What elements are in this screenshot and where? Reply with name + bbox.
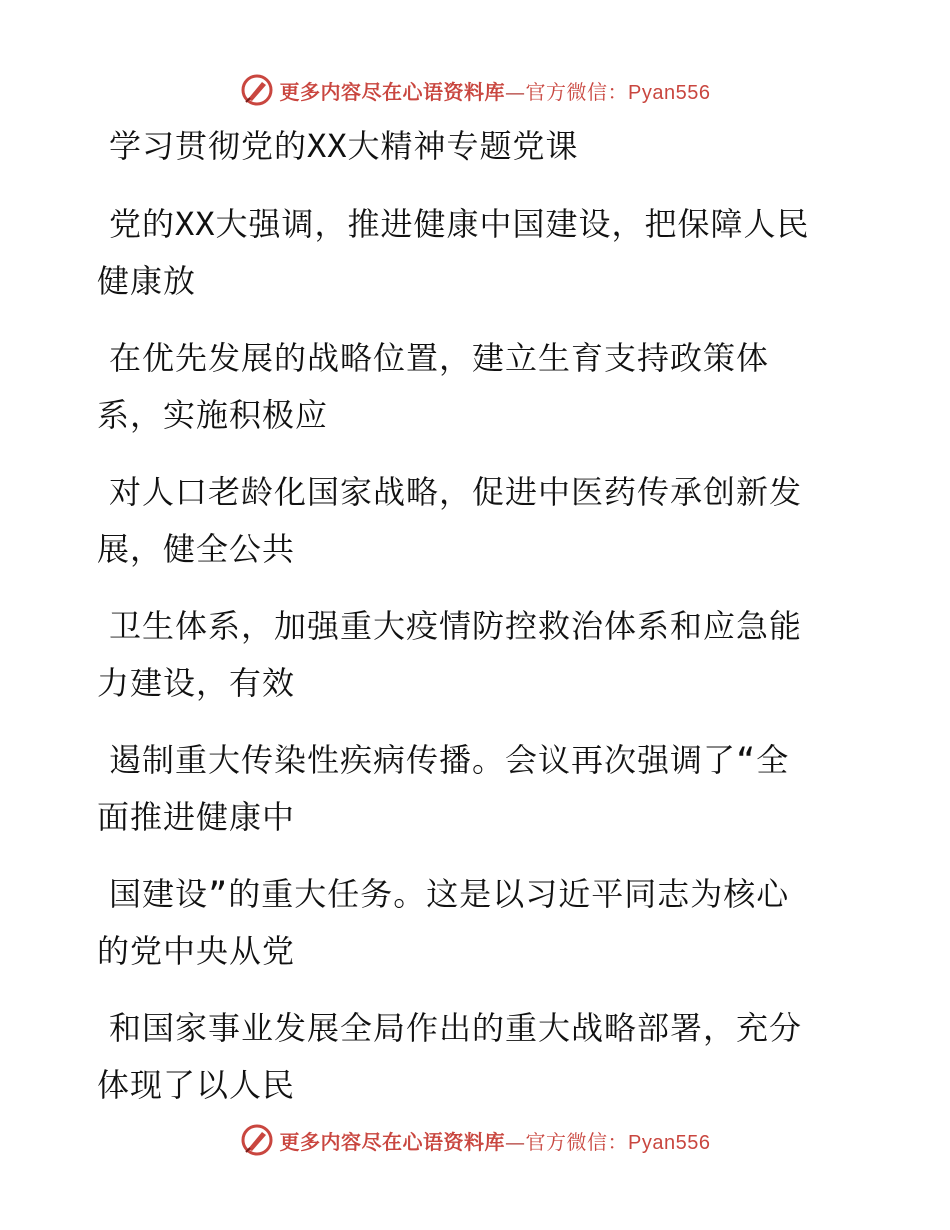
paragraph-line: 和国家事业发展全局作出的重大战略部署，充分 bbox=[109, 1009, 803, 1047]
footer-wechat-id: Pyan556 bbox=[628, 1131, 711, 1154]
document-title: 学习贯彻党的XX大精神专题党课 bbox=[109, 127, 579, 165]
paragraph-line: 卫生体系，加强重大疫情防控救治体系和应急能 bbox=[109, 607, 803, 645]
paragraph bbox=[97, 330, 857, 444]
paragraph bbox=[97, 1000, 857, 1114]
footer-main-text: 更多内容尽在心语资料库 bbox=[279, 1129, 506, 1154]
header-separator: — bbox=[505, 79, 526, 104]
document-body bbox=[97, 118, 857, 1134]
paragraph-line: 健康放 bbox=[97, 262, 197, 300]
paragraph-line: 对人口老龄化国家战略，促进中医药传承创新发 bbox=[109, 473, 803, 511]
paragraph-line: 国建设”的重大任务。这是以习近平同志为核心 bbox=[109, 875, 790, 913]
paragraph-line: 的党中央从党 bbox=[97, 932, 296, 970]
paragraph bbox=[97, 464, 857, 578]
footer-watermark-text bbox=[280, 1126, 711, 1155]
footer-separator: — bbox=[505, 1129, 526, 1154]
paragraph bbox=[97, 732, 857, 846]
footer-watermark bbox=[0, 1120, 950, 1160]
paragraph bbox=[97, 196, 857, 310]
paragraph-line: 力建设，有效 bbox=[97, 664, 296, 702]
paragraph-line: 在优先发展的战略位置，建立生育支持政策体 bbox=[109, 339, 770, 377]
paragraph-line: 面推进健康中 bbox=[97, 798, 296, 836]
paragraph bbox=[97, 598, 857, 712]
header-wechat-id: Pyan556 bbox=[628, 81, 711, 104]
paragraph-line: 系，实施积极应 bbox=[97, 396, 329, 434]
paragraph-line: 遏制重大传染性疾病传播。会议再次强调了“全 bbox=[109, 741, 790, 779]
paragraph-line: 党的XX大强调，推进健康中国建设，把保障人民 bbox=[109, 205, 810, 243]
header-watermark bbox=[0, 70, 950, 110]
footer-wechat-label: 官方微信： bbox=[525, 1129, 629, 1154]
quill-circle-logo-icon bbox=[240, 1123, 274, 1157]
paragraph bbox=[97, 866, 857, 980]
header-watermark-text bbox=[280, 76, 711, 105]
paragraph-line: 展，健全公共 bbox=[97, 530, 296, 568]
header-wechat-label: 官方微信： bbox=[525, 79, 629, 104]
paragraph-line: 体现了以人民 bbox=[97, 1066, 296, 1104]
quill-circle-logo-icon bbox=[240, 73, 274, 107]
header-main-text: 更多内容尽在心语资料库 bbox=[279, 79, 506, 104]
